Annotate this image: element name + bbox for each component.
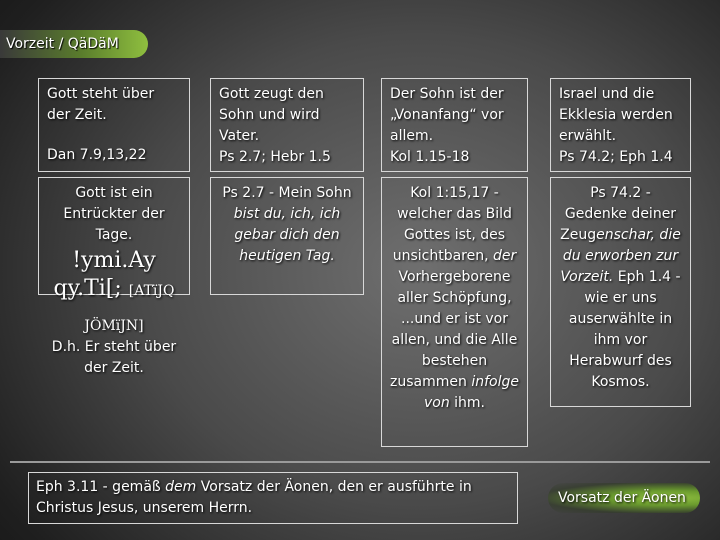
eph-quote-box	[28, 472, 518, 524]
detail-text: ihm.	[449, 395, 486, 411]
summary-box-3	[381, 78, 528, 172]
detail-text: welcher das Bild Gottes ist, des unsichtbaren,	[392, 206, 512, 264]
topic-tag: Vorsatz der Äonen	[548, 483, 700, 513]
summary-ref: Ps 2.7; Hebr 1.5	[219, 149, 331, 165]
hebrew-translit: JÖMïJN]	[84, 318, 144, 334]
summary-text: Gott steht über der Zeit.	[47, 86, 155, 123]
detail-box-3	[381, 177, 528, 447]
summary-box-1	[38, 78, 190, 172]
divider	[10, 461, 710, 463]
detail-text: D.h. Er steht über der Zeit.	[51, 339, 177, 376]
summary-ref: Ps 74.2; Eph 1.4	[559, 149, 673, 165]
detail-italic: bist du, ich, ich gebar dich den heutigen Tag.	[233, 206, 341, 264]
summary-ref: Kol 1.15-18	[390, 149, 470, 165]
hebrew-word: qy.Ti[; [ATïJQ	[53, 276, 175, 301]
detail-text: Gott ist ein Entrückter der Tage.	[63, 185, 165, 243]
summary-text: Gott zeugt den Sohn und wird Vater.	[219, 86, 324, 144]
detail-italic: der	[493, 248, 517, 264]
quote-text: Vorsatz der Äonen, den er ausführte in Christus Jesus, unserem Herrn.	[36, 479, 472, 516]
detail-box-1	[38, 177, 190, 301]
hebrew-translit: [ATïJQ	[128, 283, 175, 299]
detail-text: Eph 1.4 - wie er uns auserwählte in ihm vor Herabwurf des Kosmos.	[568, 269, 681, 390]
summary-box-4	[550, 78, 691, 172]
summary-ref: Dan 7.9,13,22	[47, 147, 147, 163]
detail-italic: enschar, die du erworben zur Vorzeit.	[560, 227, 681, 285]
summary-box-2	[210, 78, 364, 172]
page-title: Vorzeit / QäDäM	[0, 30, 148, 58]
detail-box-4	[550, 177, 691, 407]
summary-text: Der Sohn ist der „Vonanfang“ vor allem.	[390, 86, 504, 144]
detail-ref: Kol 1:15,17 -	[410, 185, 499, 201]
detail-box-1-continued	[38, 316, 190, 379]
detail-ref: Ps 2.7 - Mein Sohn	[222, 185, 352, 201]
hebrew-word: !ymi.Ay	[72, 248, 156, 273]
detail-text: Vorhergeborene aller Schöpfung, ...und er ist vor allen, und die Alle bestehen zusammen	[390, 269, 518, 390]
detail-ref: Ps 74.2 - Gedenke deiner Zeug	[560, 185, 677, 243]
quote-text: Eph 3.11 - gemäß	[36, 479, 166, 495]
detail-box-2	[210, 177, 364, 295]
quote-italic: dem	[165, 479, 197, 495]
summary-text: Israel und die Ekklesia werden erwählt.	[559, 86, 673, 144]
detail-italic: infolge von	[423, 374, 519, 411]
